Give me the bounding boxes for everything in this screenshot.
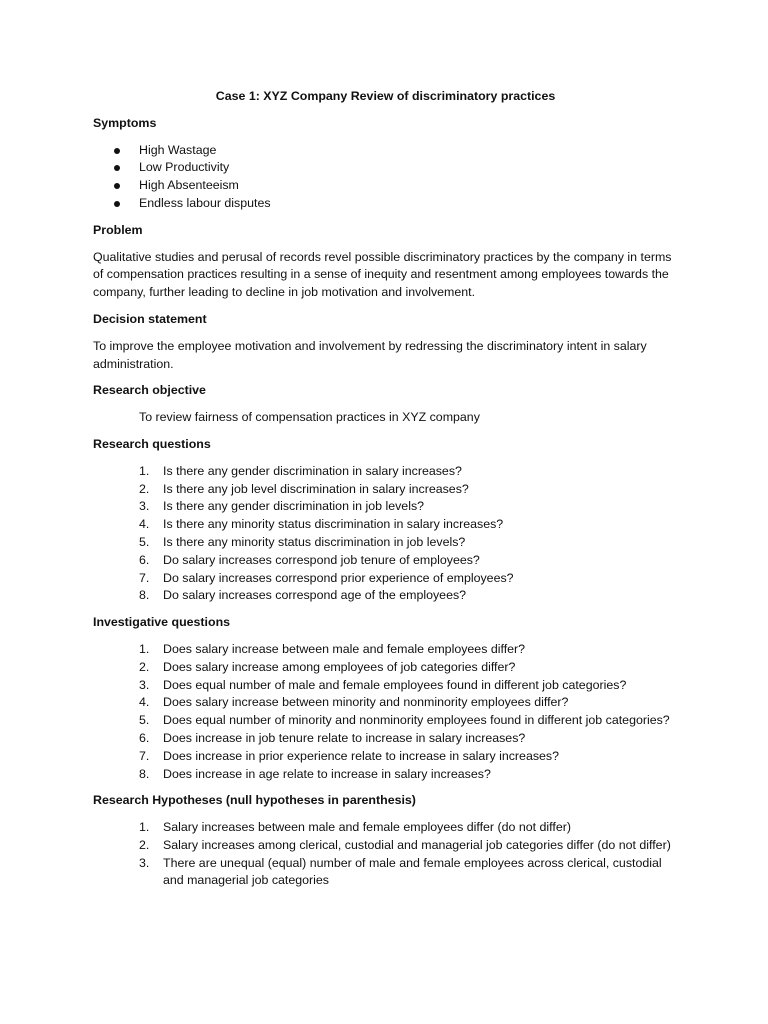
list-item-text: Is there any minority status discrimination in job levels?: [163, 534, 466, 549]
list-item-text: High Absenteeism: [139, 178, 239, 193]
list-item-number: 2.: [139, 837, 150, 852]
list-item: [93, 748, 678, 766]
list-item: [93, 712, 678, 730]
list-item-number: 4.: [139, 695, 150, 710]
list-item-text: Does salary increase between minority and nonminority employees differ?: [163, 695, 569, 710]
list-item-text: Does increase in age relate to increase in salary increases?: [163, 766, 491, 781]
list-item: [93, 142, 678, 160]
document-body: [93, 88, 678, 899]
list-item-text: Does increase in job tenure relate to increase in salary increases?: [163, 730, 526, 745]
problem-text: Qualitative studies and perusal of records revel possible discriminatory practices by the company in terms of compensation practices resulting in a sense of inequity and resentment among employees towards the company, further leading to decline in job motivation and involvement.: [93, 249, 672, 300]
list-item-number: 4.: [139, 517, 150, 532]
decision-statement-text: To improve the employee motivation and involvement by redressing the discriminatory intent in salary administration.: [93, 338, 647, 371]
problem-heading: Problem: [93, 222, 143, 237]
list-item: [93, 481, 678, 499]
list-item: [93, 570, 678, 588]
list-item-text: Salary increases between male and female employees differ (do not differ): [163, 820, 571, 835]
list-item: [93, 855, 678, 891]
list-item-text: Do salary increases correspond prior experience of employees?: [163, 570, 514, 585]
list-item-text: Does salary increase among employees of job categories differ?: [163, 659, 516, 674]
list-item-number: 1.: [139, 463, 150, 478]
list-item-number: 5.: [139, 713, 150, 728]
list-item-text: Does increase in prior experience relate to increase in salary increases?: [163, 748, 560, 763]
research-questions-heading: Research questions: [93, 436, 211, 451]
list-item: [93, 659, 678, 677]
list-item-number: 7.: [139, 570, 150, 585]
list-item: [93, 819, 678, 837]
research-questions-list: [93, 463, 678, 605]
list-item: [93, 677, 678, 695]
list-item-text: Does salary increase between male and female employees differ?: [163, 641, 526, 656]
list-item: [93, 534, 678, 552]
investigative-questions-list: [93, 641, 678, 783]
decision-statement-heading: Decision statement: [93, 311, 207, 326]
list-item-number: 6.: [139, 552, 150, 567]
list-item-text: Do salary increases correspond job tenure of employees?: [163, 552, 480, 567]
list-item: [93, 730, 678, 748]
list-item: [93, 195, 678, 213]
bullet-icon: [114, 201, 120, 207]
list-item-text: Is there any minority status discrimination in salary increases?: [163, 517, 504, 532]
symptoms-list: [93, 142, 678, 213]
list-item-text: Does equal number of male and female employees found in different job categories?: [163, 677, 627, 692]
list-item-text: Is there any gender discrimination in salary increases?: [163, 463, 462, 478]
investigative-questions-heading: Investigative questions: [93, 615, 231, 630]
list-item-number: 3.: [139, 677, 150, 692]
research-objective-heading: Research objective: [93, 383, 206, 398]
bullet-icon: [114, 148, 120, 154]
list-item-number: 6.: [139, 730, 150, 745]
list-item-text: Is there any job level discrimination in salary increases?: [163, 481, 469, 496]
list-item-number: 8.: [139, 766, 150, 781]
research-objective-text: To review fairness of compensation practices in XYZ company: [139, 410, 480, 425]
document-title: Case 1: XYZ Company Review of discriminatory practices: [215, 89, 556, 103]
list-item: [93, 641, 678, 659]
list-item-number: 3.: [139, 855, 150, 870]
list-item: [93, 159, 678, 177]
list-item: [93, 837, 678, 855]
list-item-number: 1.: [139, 641, 150, 656]
list-item: [93, 694, 678, 712]
research-hypotheses-list: [93, 819, 678, 890]
list-item-number: 1.: [139, 820, 150, 835]
list-item-number: 8.: [139, 588, 150, 603]
list-item-text: Salary increases among clerical, custodial and managerial job categories differ (do not differ): [163, 837, 671, 852]
research-hypotheses-heading: Research Hypotheses (null hypotheses in parenthesis): [93, 793, 416, 808]
list-item-text: Do salary increases correspond age of the employees?: [163, 588, 467, 603]
list-item-number: 3.: [139, 499, 150, 514]
list-item-number: 5.: [139, 534, 150, 549]
list-item: [93, 587, 678, 605]
list-item-text: High Wastage: [139, 142, 217, 157]
bullet-icon: [114, 183, 120, 189]
list-item-number: 7.: [139, 748, 150, 763]
list-item-text: There are unequal (equal) number of male and female employees across clerical, custodial and managerial job categories: [163, 855, 662, 888]
list-item: [93, 463, 678, 481]
list-item-text: Is there any gender discrimination in job levels?: [163, 499, 425, 514]
symptoms-heading: Symptoms: [93, 115, 157, 130]
list-item: [93, 498, 678, 516]
list-item-number: 2.: [139, 481, 150, 496]
list-item: [93, 177, 678, 195]
list-item-text: Does equal number of minority and nonminority employees found in different job categories?: [163, 713, 670, 728]
list-item-text: Endless labour disputes: [139, 195, 271, 210]
list-item: [93, 516, 678, 534]
bullet-icon: [114, 165, 120, 171]
list-item: [93, 766, 678, 784]
list-item-number: 2.: [139, 659, 150, 674]
list-item-text: Low Productivity: [139, 160, 230, 175]
list-item: [93, 552, 678, 570]
